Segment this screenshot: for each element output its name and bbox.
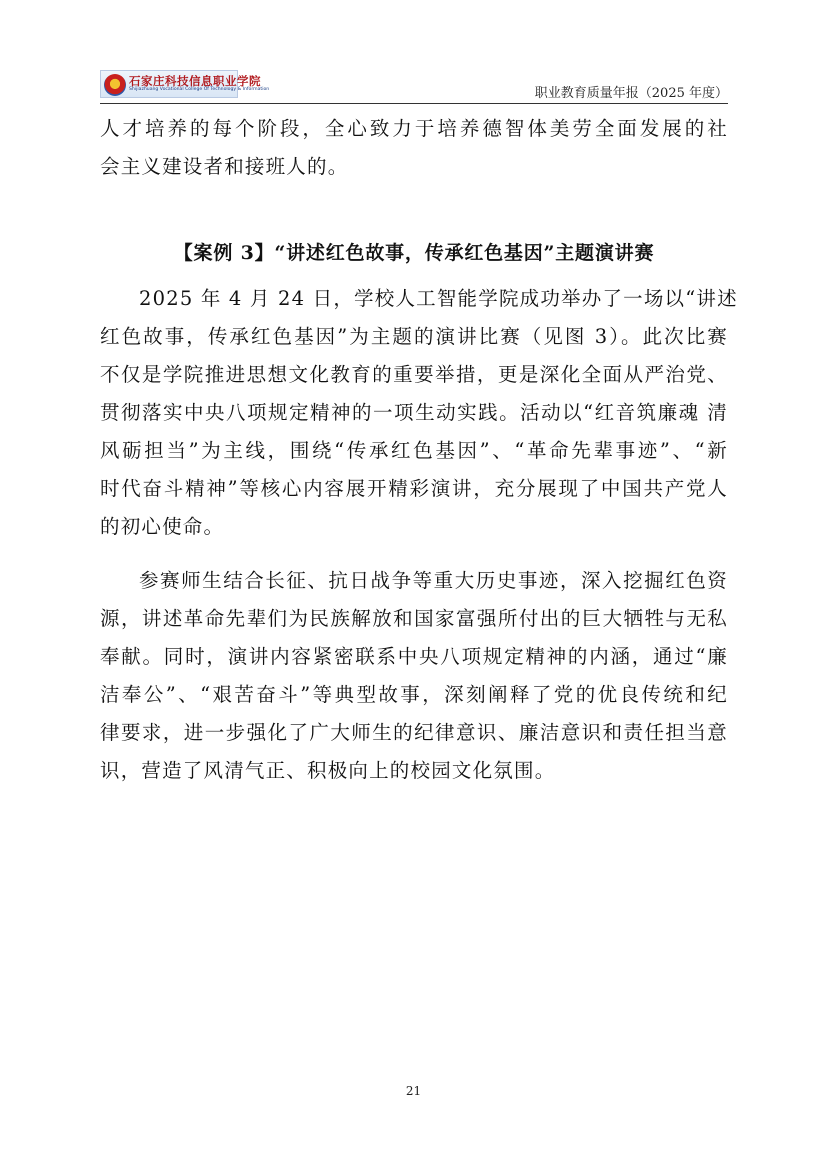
text-line: 红色故事，传承红色基因”为主题的演讲比赛（见图 3）。此次比赛 xyxy=(100,325,728,348)
text-line: 2025 年 4 月 24 日，学校人工智能学院成功举办了一场以“讲述 xyxy=(139,287,738,310)
text-line: 风砺担当”为主线，围绕“传承红色基因”、“革命先辈事迹”、“新 xyxy=(100,439,728,462)
text-line: 识，营造了风清气正、积极向上的校园文化氛围。 xyxy=(100,759,556,782)
college-emblem-icon xyxy=(104,74,126,96)
text-line: 不仅是学院推进思想文化教育的重要举措，更是深化全面从严治党、 xyxy=(100,363,728,386)
text-line: 会主义建设者和接班人的。 xyxy=(100,155,349,178)
text-line: 的初心使命。 xyxy=(100,515,225,538)
text-line: 源，讲述革命先辈们为民族解放和国家富强所付出的巨大牺牲与无私 xyxy=(100,607,728,630)
college-logo xyxy=(100,70,270,98)
report-title: 职业教育质量年报（2025 年度） xyxy=(534,86,728,101)
logo-chinese-name: 石家庄科技信息职业学院 xyxy=(129,74,261,88)
logo-english-name: Shijiazhuang Vocational College Of Technology & Information xyxy=(129,87,270,92)
text-line: 人才培养的每个阶段，全心致力于培养德智体美劳全面发展的社 xyxy=(100,117,728,140)
text-line: 贯彻落实中央八项规定精神的一项生动实践。活动以“红音筑廉魂 清 xyxy=(100,401,728,424)
page-number: 21 xyxy=(405,1084,422,1098)
case-paragraph-1 xyxy=(100,280,738,546)
text-line: 时代奋斗精神”等核心内容展开精彩演讲，充分展现了中国共产党人 xyxy=(100,477,728,500)
text-line: 参赛师生结合长征、抗日战争等重大历史事迹，深入挖掘红色资 xyxy=(139,569,728,592)
text-line: 律要求，进一步强化了广大师生的纪律意识、廉洁意识和责任担当意 xyxy=(100,721,728,744)
text-line: 洁奉公”、“艰苦奋斗”等典型故事，深刻阐释了党的优良传统和纪 xyxy=(100,683,728,706)
text-line: 奉献。同时，演讲内容紧密联系中央八项规定精神的内涵，通过“廉 xyxy=(100,645,728,668)
case-title: 【案例 3】“讲述红色故事，传承红色基因”主题演讲赛 xyxy=(173,242,655,264)
header-divider xyxy=(100,103,728,104)
case-paragraph-2 xyxy=(100,562,728,790)
page-header xyxy=(100,70,728,104)
continuation-paragraph xyxy=(100,110,728,186)
